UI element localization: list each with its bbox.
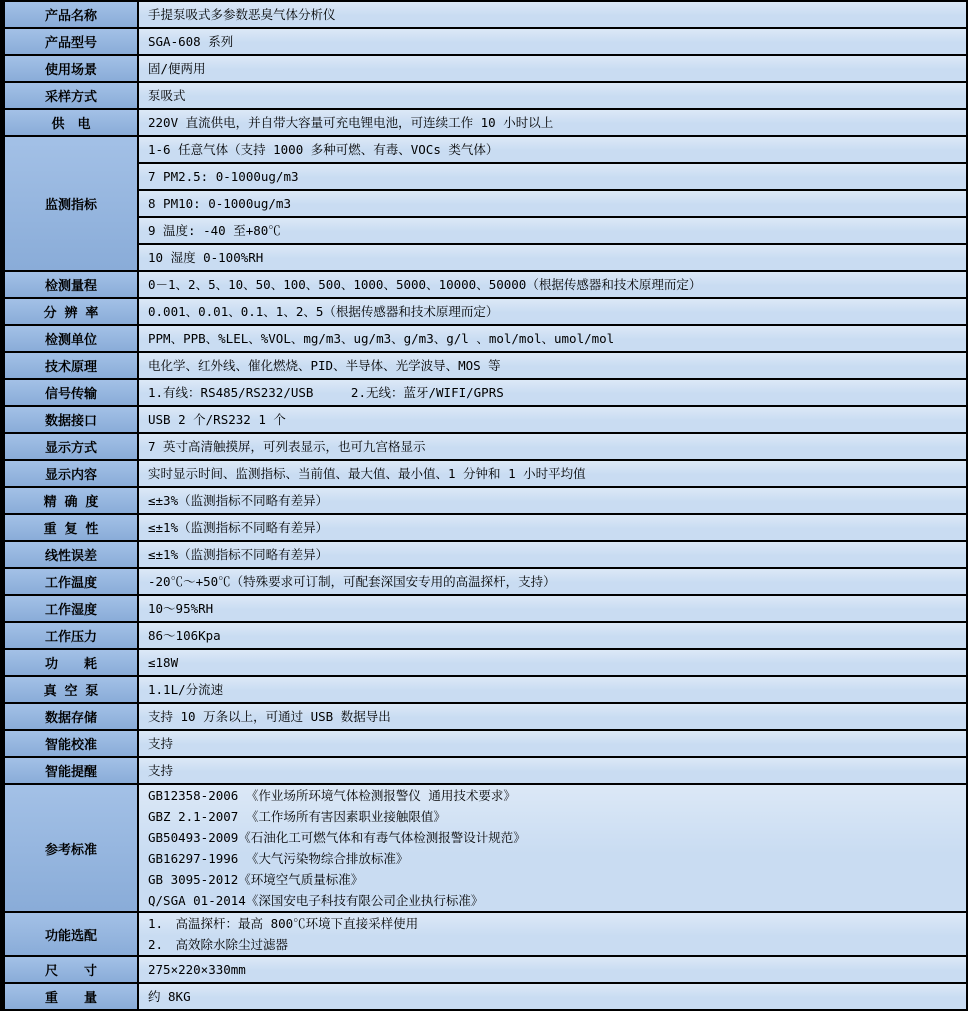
- spec-value-line: 7 英寸高清触摸屏，可列表显示，也可九宫格显示: [148, 439, 426, 454]
- spec-value-line: -20℃～+50℃（特殊要求可订制，可配套深国安专用的高温探杆，支持）: [148, 574, 556, 589]
- spec-row-label: 产品名称: [5, 2, 137, 27]
- spec-value-line: SGA-608 系列: [148, 34, 234, 49]
- spec-value-cell: [139, 164, 966, 189]
- spec-value-cell: [139, 83, 966, 108]
- spec-value-cell: [139, 596, 966, 621]
- spec-row: [5, 677, 966, 702]
- spec-value-line: 固/便两用: [148, 61, 206, 76]
- spec-row-label: 功 耗: [5, 650, 137, 675]
- spec-row-label: 功能选配: [5, 913, 137, 955]
- spec-row-values: [139, 731, 966, 756]
- spec-row-label: 分 辨 率: [5, 299, 137, 324]
- spec-value-line: 实时显示时间、监测指标、当前值、最大值、最小值、1 分钟和 1 小时平均值: [148, 466, 586, 481]
- spec-row: [5, 56, 966, 81]
- spec-value-line: 电化学、红外线、催化燃烧、PID、半导体、光学波导、MOS 等: [148, 358, 501, 373]
- spec-value-line: GBZ 2.1-2007 《工作场所有害因素职业接触限值》: [148, 809, 446, 824]
- spec-row: [5, 272, 966, 297]
- spec-row-values: [139, 488, 966, 513]
- spec-row-values: [139, 299, 966, 324]
- spec-value-cell: [139, 785, 966, 911]
- spec-row-values: [139, 353, 966, 378]
- spec-value-cell: [139, 299, 966, 324]
- spec-row-values: [139, 2, 966, 27]
- spec-row-values: [139, 569, 966, 594]
- spec-row: [5, 110, 966, 135]
- spec-row-label: 数据存储: [5, 704, 137, 729]
- spec-row-label: 重 复 性: [5, 515, 137, 540]
- spec-value-cell: [139, 353, 966, 378]
- spec-row-label: 智能校准: [5, 731, 137, 756]
- spec-row-label: 供 电: [5, 110, 137, 135]
- spec-row: [5, 29, 966, 54]
- spec-row: [5, 957, 966, 982]
- spec-value-cell: [139, 326, 966, 351]
- spec-value-line: 86～106Kpa: [148, 628, 221, 643]
- spec-value-line: 7 PM2.5: 0-1000ug/m3: [148, 169, 299, 184]
- spec-row-label: 数据接口: [5, 407, 137, 432]
- spec-row-label: 检测量程: [5, 272, 137, 297]
- spec-value-line: 1.1L/分流速: [148, 682, 224, 697]
- spec-value-cell: [139, 56, 966, 81]
- spec-row: [5, 731, 966, 756]
- spec-row: [5, 650, 966, 675]
- spec-row-values: [139, 56, 966, 81]
- spec-row: [5, 380, 966, 405]
- spec-value-line: 泵吸式: [148, 88, 186, 103]
- spec-row: [5, 461, 966, 486]
- spec-row: [5, 2, 966, 27]
- spec-value-line: GB50493-2009《石油化工可燃气体和有毒气体检测报警设计规范》: [148, 830, 526, 845]
- spec-row-label: 工作湿度: [5, 596, 137, 621]
- spec-value-line: 0.001、0.01、0.1、1、2、5（根据传感器和技术原理而定）: [148, 304, 499, 319]
- spec-row: [5, 434, 966, 459]
- spec-value-line: ≤±3%（监测指标不同略有差异）: [148, 493, 329, 508]
- spec-value-cell: [139, 623, 966, 648]
- spec-value-cell: [139, 137, 966, 162]
- spec-row-label: 线性误差: [5, 542, 137, 567]
- spec-row: [5, 299, 966, 324]
- spec-row: [5, 83, 966, 108]
- spec-row-label: 产品型号: [5, 29, 137, 54]
- spec-row: [5, 569, 966, 594]
- spec-value-cell: [139, 984, 966, 1009]
- spec-value-cell: [139, 434, 966, 459]
- spec-row-label: 参考标准: [5, 785, 137, 911]
- spec-row: [5, 137, 966, 270]
- spec-row-values: [139, 434, 966, 459]
- spec-value-line: GB 3095-2012《环境空气质量标准》: [148, 872, 364, 887]
- spec-row-label: 精 确 度: [5, 488, 137, 513]
- spec-row: [5, 326, 966, 351]
- spec-row: [5, 758, 966, 783]
- spec-row-label: 显示内容: [5, 461, 137, 486]
- spec-value-line: Q/SGA 01-2014《深国安电子科技有限公司企业执行标准》: [148, 893, 484, 908]
- spec-row-label: 尺 寸: [5, 957, 137, 982]
- spec-value-line: 0－1、2、5、10、50、100、500、1000、5000、10000、50000（根据传感器和技术原理而定）: [148, 277, 702, 292]
- spec-row-label: 监测指标: [5, 137, 137, 270]
- spec-row-label: 重 量: [5, 984, 137, 1009]
- spec-value-cell: [139, 29, 966, 54]
- spec-value-cell: [139, 542, 966, 567]
- spec-row-label: 信号传输: [5, 380, 137, 405]
- spec-row: [5, 488, 966, 513]
- spec-row: [5, 353, 966, 378]
- spec-row-label: 显示方式: [5, 434, 137, 459]
- spec-value-cell: [139, 704, 966, 729]
- spec-row-label: 采样方式: [5, 83, 137, 108]
- spec-value-line: 220V 直流供电，并自带大容量可充电锂电池，可连续工作 10 小时以上: [148, 115, 554, 130]
- spec-value-line: GB16297-1996 《大气污染物综合排放标准》: [148, 851, 409, 866]
- spec-row: [5, 542, 966, 567]
- spec-value-cell: [139, 191, 966, 216]
- spec-row-values: [139, 758, 966, 783]
- spec-row-values: [139, 137, 966, 270]
- spec-value-cell: [139, 380, 966, 405]
- spec-value-line: 2. 高效除水除尘过滤器: [148, 937, 289, 952]
- spec-row-label: 检测单位: [5, 326, 137, 351]
- spec-row-label: 工作压力: [5, 623, 137, 648]
- spec-row-values: [139, 650, 966, 675]
- spec-row-values: [139, 272, 966, 297]
- spec-value-line: 约 8KG: [148, 989, 191, 1004]
- spec-row-values: [139, 677, 966, 702]
- spec-value-cell: [139, 110, 966, 135]
- spec-row-label: 使用场景: [5, 56, 137, 81]
- spec-value-line: 支持: [148, 763, 174, 778]
- spec-row: [5, 913, 966, 955]
- spec-row: [5, 785, 966, 911]
- spec-row-values: [139, 461, 966, 486]
- spec-value-line: 8 PM10: 0-1000ug/m3: [148, 196, 291, 211]
- spec-value-line: 支持 10 万条以上，可通过 USB 数据导出: [148, 709, 391, 724]
- spec-row: [5, 984, 966, 1009]
- spec-row-label: 智能提醒: [5, 758, 137, 783]
- spec-row: [5, 623, 966, 648]
- spec-value-cell: [139, 515, 966, 540]
- spec-row-values: [139, 110, 966, 135]
- spec-value-line: 手提泵吸式多参数恶臭气体分析仪: [148, 7, 336, 22]
- spec-row: [5, 407, 966, 432]
- spec-value-cell: [139, 488, 966, 513]
- spec-value-line: PPM、PPB、%LEL、%VOL、mg/m3、ug/m3、g/m3、g/l 、mol/mol、umol/mol: [148, 331, 615, 346]
- spec-value-cell: [139, 218, 966, 243]
- spec-row-values: [139, 29, 966, 54]
- spec-value-line: 10 湿度 0-100%RH: [148, 250, 264, 265]
- spec-row: [5, 515, 966, 540]
- spec-row-values: [139, 380, 966, 405]
- spec-value-line: 支持: [148, 736, 174, 751]
- spec-value-cell: [139, 407, 966, 432]
- spec-value-line: ≤18W: [148, 655, 179, 670]
- spec-value-cell: [139, 461, 966, 486]
- spec-value-cell: [139, 957, 966, 982]
- spec-value-line: 10～95%RH: [148, 601, 214, 616]
- spec-value-cell: [139, 650, 966, 675]
- spec-value-line: GB12358-2006 《作业场所环境气体检测报警仪 通用技术要求》: [148, 788, 516, 803]
- spec-row: [5, 596, 966, 621]
- spec-value-line: 1.有线：RS485/RS232/USB 2.无线：蓝牙/WIFI/GPRS: [148, 385, 504, 400]
- spec-row-values: [139, 785, 966, 911]
- spec-row: [5, 704, 966, 729]
- spec-value-cell: [139, 245, 966, 270]
- spec-value-cell: [139, 272, 966, 297]
- spec-row-label: 技术原理: [5, 353, 137, 378]
- spec-row-values: [139, 704, 966, 729]
- spec-value-cell: [139, 731, 966, 756]
- spec-row-values: [139, 542, 966, 567]
- spec-value-line: 9 温度: -40 至+80℃: [148, 223, 281, 238]
- spec-row-values: [139, 913, 966, 955]
- spec-value-line: USB 2 个/RS232 1 个: [148, 412, 286, 427]
- spec-row-values: [139, 515, 966, 540]
- spec-value-cell: [139, 569, 966, 594]
- spec-value-cell: [139, 2, 966, 27]
- spec-row-values: [139, 623, 966, 648]
- spec-value-line: 1-6 任意气体（支持 1000 多种可燃、有毒、VOCs 类气体）: [148, 142, 499, 157]
- spec-value-cell: [139, 758, 966, 783]
- spec-value-line: 1. 高温探杆：最高 800℃环境下直接采样使用: [148, 916, 419, 931]
- spec-value-line: 275×220×330mm: [148, 962, 246, 977]
- spec-row-values: [139, 326, 966, 351]
- spec-row-values: [139, 407, 966, 432]
- spec-row-label: 真 空 泵: [5, 677, 137, 702]
- spec-value-cell: [139, 677, 966, 702]
- spec-value-line: ≤±1%（监测指标不同略有差异）: [148, 547, 329, 562]
- spec-row-values: [139, 984, 966, 1009]
- spec-value-cell: [139, 913, 966, 955]
- spec-row-values: [139, 83, 966, 108]
- spec-row-values: [139, 596, 966, 621]
- spec-row-label: 工作温度: [5, 569, 137, 594]
- spec-row-values: [139, 957, 966, 982]
- spec-value-line: ≤±1%（监测指标不同略有差异）: [148, 520, 329, 535]
